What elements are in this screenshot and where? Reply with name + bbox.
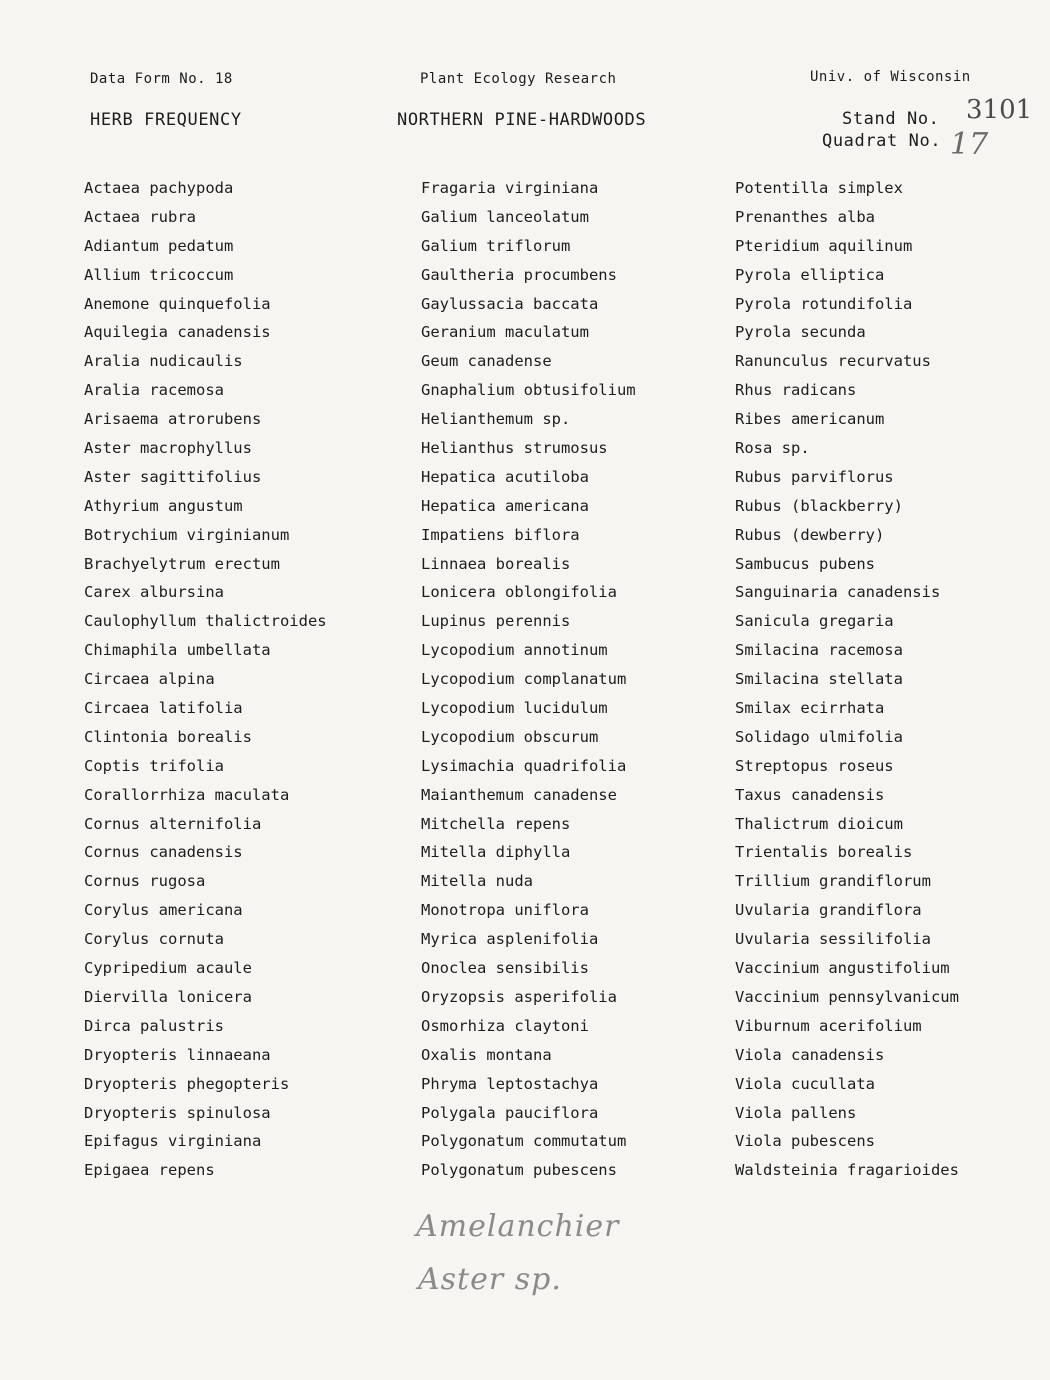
species-item: Linnaea borealis bbox=[421, 554, 571, 573]
species-item: Pyrola secunda bbox=[735, 323, 866, 342]
species-item: Phryma leptostachya bbox=[421, 1074, 599, 1093]
species-item: Lonicera oblongifolia bbox=[421, 583, 617, 602]
species-item: Hepatica americana bbox=[421, 496, 589, 515]
species-item: Uvularia grandiflora bbox=[735, 901, 922, 920]
species-item: Adiantum pedatum bbox=[84, 236, 234, 255]
species-column-3 bbox=[735, 174, 959, 1185]
form-type-title: HERB FREQUENCY bbox=[90, 110, 242, 130]
community-title: NORTHERN PINE-HARDWOODS bbox=[397, 110, 647, 130]
species-item: Sambucus pubens bbox=[735, 554, 875, 573]
handwritten-note-2: Aster sp. bbox=[418, 1262, 562, 1297]
species-item: Onoclea sensibilis bbox=[421, 959, 589, 978]
species-item: Polygonatum commutatum bbox=[421, 1132, 627, 1151]
species-item: Fragaria virginiana bbox=[421, 179, 599, 197]
species-item: Polygonatum pubescens bbox=[421, 1161, 617, 1180]
species-item: Circaea alpina bbox=[84, 670, 215, 689]
species-item: Cypripedium acaule bbox=[84, 959, 252, 978]
species-item: Rubus parviflorus bbox=[735, 467, 894, 486]
species-item: Lysimachia quadrifolia bbox=[421, 756, 627, 775]
species-item: Carex albursina bbox=[84, 583, 224, 602]
species-item: Hepatica acutiloba bbox=[421, 467, 589, 486]
species-item: Sanguinaria canadensis bbox=[735, 583, 941, 602]
species-item: Oryzopsis asperifolia bbox=[421, 987, 617, 1006]
species-item: Epifagus virginiana bbox=[84, 1132, 262, 1151]
quadrat-label: Quadrat No. bbox=[822, 131, 942, 151]
project-title: Plant Ecology Research bbox=[420, 71, 617, 87]
institution-name: Univ. of Wisconsin bbox=[810, 69, 971, 85]
species-item: Gnaphalium obtusifolium bbox=[421, 381, 636, 400]
species-item: Diervilla lonicera bbox=[84, 987, 252, 1006]
species-item: Cornus alternifolia bbox=[84, 814, 262, 833]
species-item: Trientalis borealis bbox=[735, 843, 913, 862]
species-item: Ranunculus recurvatus bbox=[735, 352, 931, 371]
species-item: Trillium grandiflorum bbox=[735, 872, 931, 891]
species-item: Mitella nuda bbox=[421, 872, 533, 891]
species-item: Viola cucullata bbox=[735, 1074, 875, 1093]
species-item: Epigaea repens bbox=[84, 1161, 215, 1180]
species-item: Athyrium angustum bbox=[84, 496, 243, 515]
species-column-1 bbox=[84, 174, 327, 1185]
species-item: Smilacina stellata bbox=[735, 670, 903, 689]
species-item: Lycopodium annotinum bbox=[421, 641, 608, 660]
species-item: Brachyelytrum erectum bbox=[84, 554, 280, 573]
species-item: Aster sagittifolius bbox=[84, 467, 262, 486]
species-item: Corylus cornuta bbox=[84, 930, 224, 949]
species-item: Chimaphila umbellata bbox=[84, 641, 271, 660]
species-item: Viola pallens bbox=[735, 1103, 857, 1122]
species-item: Sanicula gregaria bbox=[735, 612, 894, 631]
species-item: Monotropa uniflora bbox=[421, 901, 589, 920]
species-item: Galium triflorum bbox=[421, 236, 571, 255]
species-item: Prenanthes alba bbox=[735, 207, 875, 226]
species-item: Gaultheria procumbens bbox=[421, 265, 617, 284]
species-item: Arisaema atrorubens bbox=[84, 410, 262, 429]
species-item: Waldsteinia fragarioides bbox=[735, 1161, 959, 1180]
species-item: Streptopus roseus bbox=[735, 756, 894, 775]
species-item: Actaea rubra bbox=[84, 207, 196, 226]
handwritten-note-1: Amelanchier bbox=[416, 1209, 620, 1244]
species-item: Maianthemum canadense bbox=[421, 785, 617, 804]
species-item: Myrica asplenifolia bbox=[421, 930, 599, 949]
species-item: Aralia racemosa bbox=[84, 381, 224, 400]
species-column-2 bbox=[421, 174, 636, 1185]
species-item: Pteridium aquilinum bbox=[735, 236, 913, 255]
species-item: Rhus radicans bbox=[735, 381, 857, 400]
species-item: Oxalis montana bbox=[421, 1045, 552, 1064]
species-item: Corylus americana bbox=[84, 901, 243, 920]
species-item: Cornus rugosa bbox=[84, 872, 206, 891]
species-item: Lycopodium complanatum bbox=[421, 670, 627, 689]
species-item: Pyrola rotundifolia bbox=[735, 294, 913, 313]
species-item: Gaylussacia baccata bbox=[421, 294, 599, 313]
species-item: Coptis trifolia bbox=[84, 756, 224, 775]
species-item: Impatiens biflora bbox=[421, 525, 580, 544]
species-item: Allium tricoccum bbox=[84, 265, 234, 284]
species-item: Aster macrophyllus bbox=[84, 439, 252, 458]
species-item: Uvularia sessilifolia bbox=[735, 930, 931, 949]
species-item: Dirca palustris bbox=[84, 1016, 224, 1035]
species-item: Mitella diphylla bbox=[421, 843, 571, 862]
species-item: Galium lanceolatum bbox=[421, 207, 589, 226]
species-item: Clintonia borealis bbox=[84, 727, 252, 746]
species-item: Viola canadensis bbox=[735, 1045, 885, 1064]
species-item: Dryopteris spinulosa bbox=[84, 1103, 271, 1122]
species-item: Smilax ecirrhata bbox=[735, 699, 885, 718]
species-item: Pyrola elliptica bbox=[735, 265, 885, 284]
species-item: Viburnum acerifolium bbox=[735, 1016, 922, 1035]
species-item: Mitchella repens bbox=[421, 814, 571, 833]
species-item: Helianthus strumosus bbox=[421, 439, 608, 458]
species-item: Lupinus perennis bbox=[421, 612, 571, 631]
species-item: Solidago ulmifolia bbox=[735, 727, 903, 746]
species-item: Geranium maculatum bbox=[421, 323, 589, 342]
species-item: Corallorrhiza maculata bbox=[84, 785, 290, 804]
species-item: Caulophyllum thalictroides bbox=[84, 612, 327, 631]
stand-number-handwritten: 3101 bbox=[966, 95, 1033, 125]
species-item: Cornus canadensis bbox=[84, 843, 243, 862]
species-item: Ribes americanum bbox=[735, 410, 885, 429]
species-item: Dryopteris linnaeana bbox=[84, 1045, 271, 1064]
species-item: Lycopodium lucidulum bbox=[421, 699, 608, 718]
species-item: Aquilegia canadensis bbox=[84, 323, 271, 342]
species-item: Botrychium virginianum bbox=[84, 525, 290, 544]
species-item: Thalictrum dioicum bbox=[735, 814, 903, 833]
species-item: Rubus (blackberry) bbox=[735, 496, 903, 515]
species-item: Rubus (dewberry) bbox=[735, 525, 885, 544]
form-number: Data Form No. 18 bbox=[90, 71, 233, 87]
species-item: Aralia nudicaulis bbox=[84, 352, 243, 371]
quadrat-number-handwritten: 17 bbox=[950, 127, 989, 162]
species-item: Circaea latifolia bbox=[84, 699, 243, 718]
species-item: Polygala pauciflora bbox=[421, 1103, 599, 1122]
species-item: Rosa sp. bbox=[735, 439, 810, 458]
species-item: Actaea pachypoda bbox=[84, 179, 234, 197]
species-item: Geum canadense bbox=[421, 352, 552, 371]
stand-label: Stand No. bbox=[842, 109, 940, 129]
species-item: Helianthemum sp. bbox=[421, 410, 571, 429]
species-item: Anemone quinquefolia bbox=[84, 294, 271, 313]
species-item: Potentilla simplex bbox=[735, 179, 903, 197]
species-item: Vaccinium pennsylvanicum bbox=[735, 987, 959, 1006]
species-item: Dryopteris phegopteris bbox=[84, 1074, 290, 1093]
species-item: Vaccinium angustifolium bbox=[735, 959, 950, 978]
species-item: Viola pubescens bbox=[735, 1132, 875, 1151]
species-item: Osmorhiza claytoni bbox=[421, 1016, 589, 1035]
species-item: Taxus canadensis bbox=[735, 785, 885, 804]
species-item: Smilacina racemosa bbox=[735, 641, 903, 660]
species-item: Lycopodium obscurum bbox=[421, 727, 599, 746]
